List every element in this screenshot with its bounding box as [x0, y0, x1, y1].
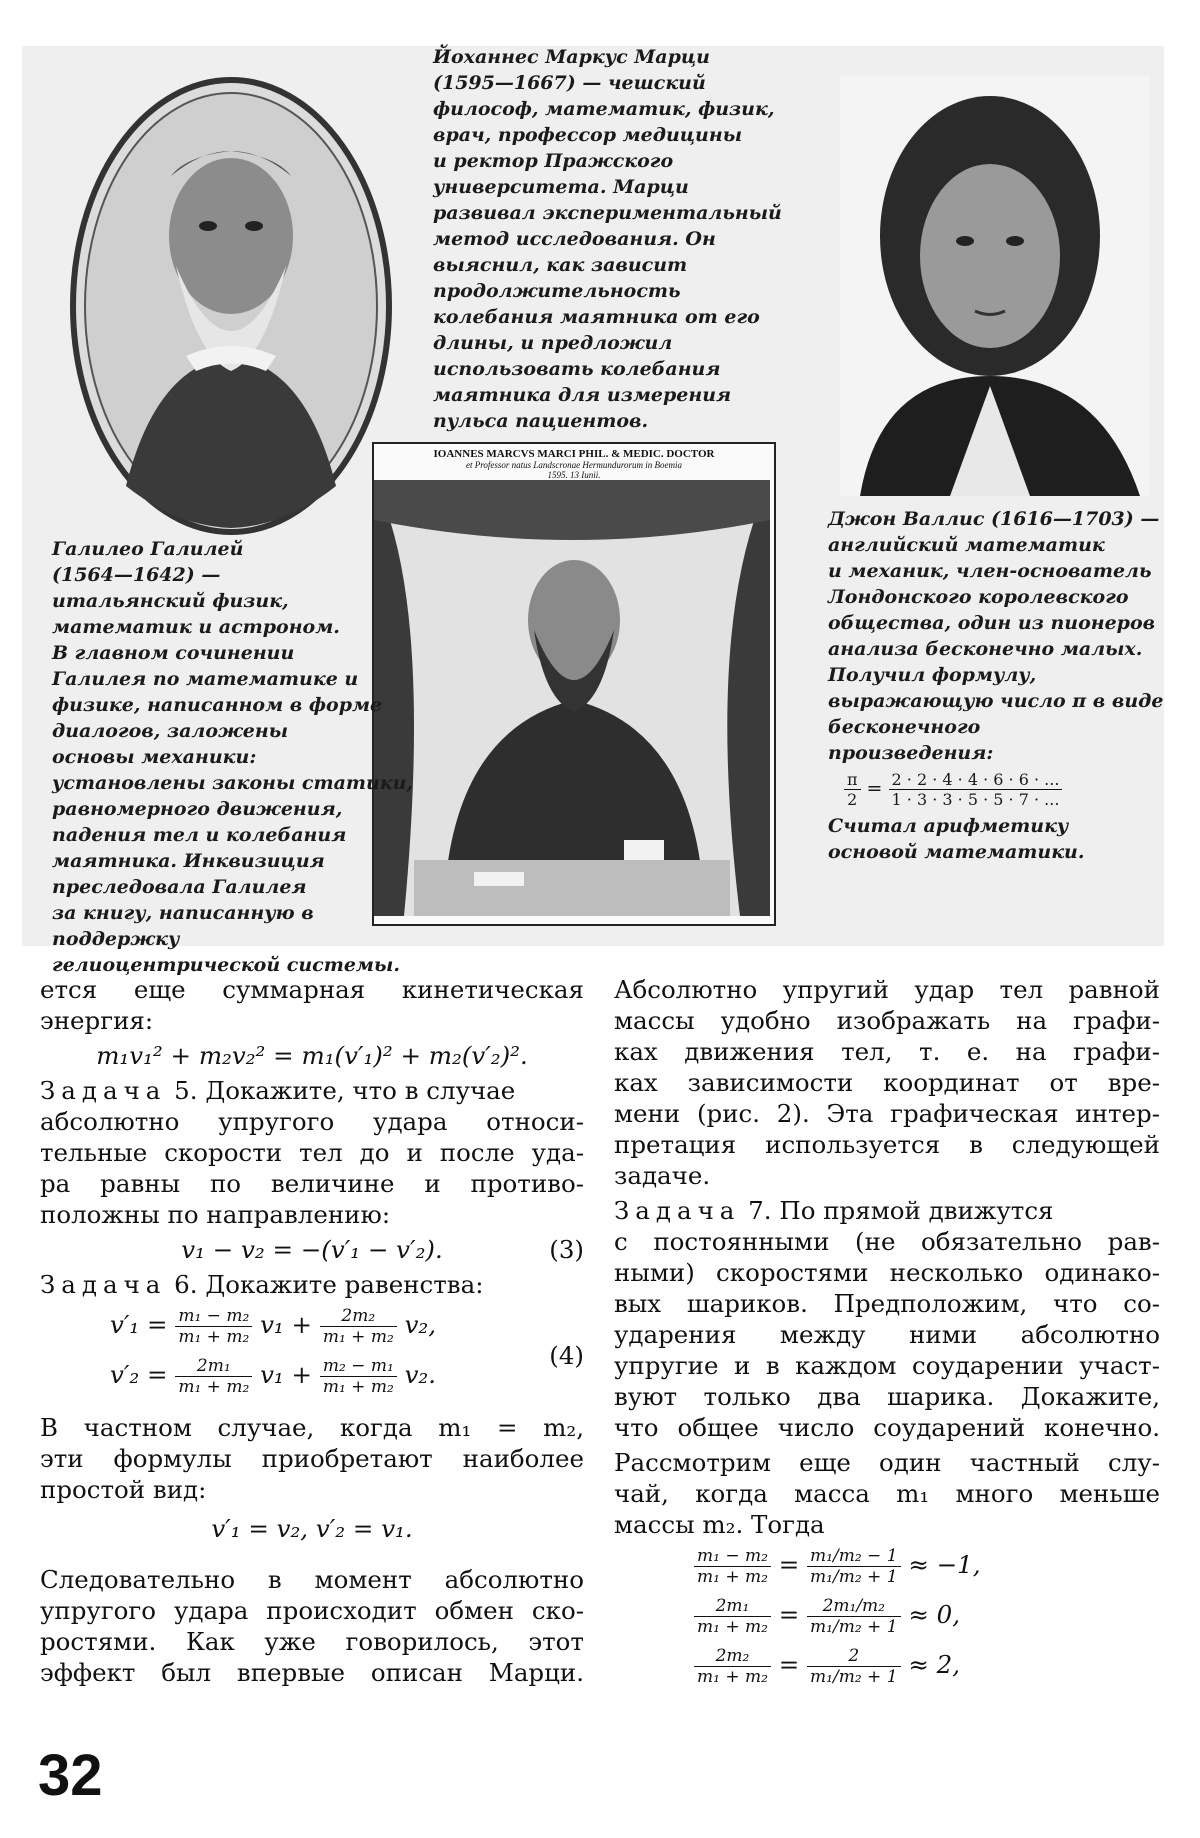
engraving-date: 1595. 13 Iunii. — [547, 470, 601, 480]
task6-label: Задача — [40, 1270, 167, 1299]
wallis-caption: Джон Валлис (1616—1703) — английский математик и механик, член-основатель Лондонского королевского общества, один из пионеров анализа бесконечно малых. Получил формулу, выражающую число π в виде бесконечного произведения: $\frac{\pi}{2}$ = $\frac{2 \cdot 2 \cdot 4 \cdot 4 \cdot 6 \cdot 6 \cdot ...}{1 \cdot 3 \cdot 3 \cdot 5 \cdot 5 \cdot 7 \cdot ...}$ Считал арифметику основой математики. — [828, 506, 1168, 865]
equation-3: v₁ − v₂ = −(v′₁ − v′₂). (3) — [181, 1235, 584, 1264]
text-line: ется еще суммарная кинетическая — [40, 975, 584, 1004]
wallis-portrait — [840, 76, 1150, 496]
task7-label: Задача — [614, 1196, 741, 1225]
engraving-subtitle: et Professor natus Landscronae Hermundurorum in Boemia — [466, 460, 682, 470]
engraving-title: IOANNES MARCVS MARCI PHIL. & MEDIC. DOCTOR — [433, 448, 715, 460]
task5-label: Задача — [40, 1076, 167, 1105]
marci-engraving — [372, 442, 776, 926]
galileo-portrait — [66, 66, 396, 546]
galilei-caption: Галилео Галилей (1564—1642) — итальянский физик, математик и астроном. В главном сочинении Галилея по математике и физике, написанном в форме диалогов, заложены основы механики: установлены законы статики, равномерного движения, падения тел и колебания маятника. Инквизиция преследовала Галилея за книгу, написанную в поддержку гелиоцентрической системы. — [52, 538, 414, 976]
approx-row: $\frac{\text{2m₁}}{\text{m₁ + m₂}}$ = $\frac{\text{2m₁/m₂}}{\text{m₁/m₂ + 1}}$ ≈ 0, — [694, 1596, 1160, 1646]
equation-energy: m₁v₁² + m₂v₂² = m₁(v′₁)² + m₂(v′₂)². — [96, 1041, 528, 1070]
equation-3-number: (3) — [549, 1235, 584, 1264]
equation-4: v′₁ = $\frac{\text{m₁ − m₂}}{\text{m₁ + m₂}}$ v₁ + $\frac{\text{2m₂}}{\text{m₁ + m₂}}$ v₂, v′₂ = $\frac{\text{2m₁}}{\text{m₁ + m₂}}$ v₁ + $\frac{\text{m₂ − m₁}}{\text{m₁ + m₂}}$ v₂. (4) — [110, 1306, 584, 1397]
text-line: энергия: — [40, 1006, 154, 1035]
equation-swap: v′₁ = v₂, v′₂ = v₁. — [211, 1514, 413, 1543]
illustration-panel — [22, 46, 1164, 976]
marci-figure — [374, 480, 770, 916]
equation-4-number: (4) — [549, 1341, 584, 1370]
wallis-formula: $\frac{\pi}{2}$ = $\frac{2 \cdot 2 \cdot 4 \cdot 4 \cdot 6 \cdot 6 \cdot ...}{1 \cdot 3 \cdot 3 \cdot 5 \cdot 5 \cdot 7 \cdot ...}$ — [844, 770, 1168, 809]
approx-row: $\frac{\text{m₁ − m₂}}{\text{m₁ + m₂}}$ = $\frac{\text{m₁/m₂ − 1}}{\text{m₁/m₂ + 1}}$ ≈ −1, — [694, 1546, 1160, 1596]
left-column: ется еще суммарная кинетическая энергия: m₁v₁² + m₂v₂² = m₁(v′₁)² + m₂(v′₂)². Задача 5. Докажите, что в случае абсолютно упругого удара относи- тельные скорости тел до и после уда- ра равны по величине и противо- положны по направлению: v₁ − v₂ = −(v′₁ − v′₂). (3) Задача 6. Докажите равенства: v′₁ = $\frac{\text{m₁ − m₂}}{\text{m₁ + m₂}}$ v₁ + $\frac{\text{2m₂}}{\text{m₁ + m₂}}$ v₂, v′₂ = $\frac{\text{2m₁}}{\text{m₁ + m₂}}$ v₁ + $\frac{\text{m₂ − m₁}}{\text{m₁ + m₂}}$ v₂. (4) В частном случае, когда m₁ = m₂, эти формулы приобретают наиболее простой вид: v′₁ = v₂, v′₂ = v₁. Следовательно в момент абсолютно упругого удара происходит обмен ско- ростями. Как уже говорилось, этот эффект был впервые описан Марци. — [40, 975, 584, 1687]
right-column: Абсолютно упругий удар тел равной массы удобно изображать на графи- ках движения тел, т. е. на графи- ках зависимости координат от вре- мени (рис. 2). Эта графическая интер- претация используется в следующей задаче. Задача 7. По прямой движутся с постоянными (не обязательно рав- ными) скоростями несколько одинако- вых шариков. Предположим, что со- ударения между ними абсолютно упругие и в каждом соударении участ- вуют только два шарика. Докажите, что общее число соударений конечно. Рассмотрим еще один частный слу- чай, когда масса m₁ много меньше массы m₂. Тогда $\frac{\text{m₁ − m₂}}{\text{m₁ + m₂}}$ = $\frac{\text{m₁/m₂ − 1}}{\text{m₁/m₂ + 1}}$ ≈ −1, $\frac{\text{2m₁}}{\text{m₁ + m₂}}$ = $\frac{\text{2m₁/m₂}}{\text{m₁/m₂ + 1}}$ ≈ 0, $\frac{\text{2m₂}}{\text{m₁ + m₂}}$ = $\frac{2}{\text{m₁/m₂ + 1}}$ ≈ 2, — [614, 974, 1160, 1696]
approximations — [694, 1546, 1160, 1696]
marci-caption: Йоханнес Маркус Марци (1595—1667) — чешский философ, математик, физик, врач, профессор медицины и ректор Пражского университета. Марци развивал экспериментальный метод исследования. Он выяснил, как зависит продолжительность колебания маятника от его длины, и предложил использовать колебания маятника для измерения пульса пациентов. — [433, 46, 782, 432]
page-number: 32 — [38, 1743, 103, 1808]
approx-row: $\frac{\text{2m₂}}{\text{m₁ + m₂}}$ = $\frac{2}{\text{m₁/m₂ + 1}}$ ≈ 2, — [694, 1646, 1160, 1696]
